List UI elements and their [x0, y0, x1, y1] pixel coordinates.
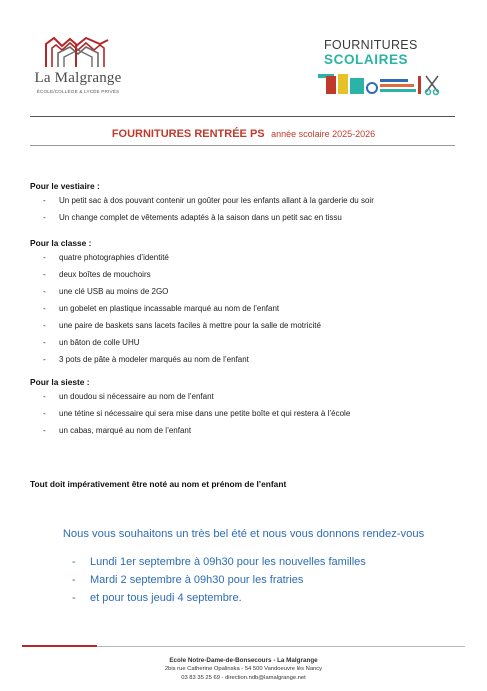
list-item [30, 392, 460, 402]
bullet-dash: - [72, 556, 76, 568]
malgrange-emblem-icon [44, 36, 110, 68]
item-text: un doudou si nécessaire au nom de l’enfant [59, 392, 214, 401]
section-sieste [30, 377, 460, 436]
supplies-banner [318, 38, 444, 98]
footer-rule [97, 646, 465, 647]
bullet-dash: - [43, 270, 46, 279]
list-item [30, 270, 460, 280]
list-item [30, 426, 460, 436]
bullet-dash: - [43, 355, 46, 364]
bullet-dash: - [43, 196, 46, 205]
item-list [30, 253, 460, 365]
bullet-dash: - [43, 287, 46, 296]
list-item [30, 213, 460, 223]
item-text: 3 pots de pâte à modeler marqués au nom de l’enfant [59, 355, 249, 364]
footer [0, 656, 487, 682]
section-vestiaire [30, 181, 460, 223]
item-text: Un petit sac à dos pouvant contenir un goûter pour les enfants allant à la garderie du soir [59, 196, 374, 205]
date-text: et pour tous jeudi 4 septembre. [90, 592, 242, 604]
item-text: un cabas, marqué au nom de l’enfant [59, 426, 192, 435]
date-item [72, 591, 366, 605]
section-title: Pour la classe : [30, 238, 92, 248]
school-name: La Malgrange [34, 70, 122, 86]
banner-line1: FOURNITURES [324, 38, 418, 52]
item-list [30, 196, 460, 223]
date-item [72, 573, 366, 587]
list-item [30, 355, 460, 365]
bullet-dash: - [43, 392, 46, 401]
title-main: FOURNITURES RENTRÉE PS [111, 128, 265, 140]
section-title: Pour le vestiaire : [30, 181, 100, 191]
bullet-dash: - [43, 304, 46, 313]
footer-address: 2bis rue Catherine Opalinska - 54 500 Vandoeuvre lès Nancy [164, 666, 323, 672]
banner-line2: SCOLAIRES [324, 52, 409, 67]
date-item [72, 555, 366, 569]
item-text: deux boîtes de mouchoirs [59, 270, 151, 279]
list-item [30, 196, 460, 206]
bullet-dash: - [43, 321, 46, 330]
bullet-dash: - [43, 338, 46, 347]
school-subtitle: ÉCOLE/COLLÈGE & LYCÉE PRIVÉS [36, 89, 120, 94]
title-bottom-rule [30, 145, 455, 146]
item-text: une paire de baskets sans lacets faciles à mettre pour la salle de motricité [59, 321, 321, 330]
list-item [30, 338, 460, 348]
item-text: une tétine si nécessaire qui sera mise dans une petite boîte et qui restera à l’école [59, 409, 351, 418]
item-text: un bâton de colle UHU [59, 338, 140, 347]
bullet-dash: - [72, 574, 76, 586]
section-classe [30, 238, 460, 365]
list-item [30, 409, 460, 419]
school-supplies-illustration-icon [318, 70, 444, 96]
title-top-rule [30, 116, 455, 117]
list-item [30, 253, 460, 263]
footer-school-name: Ecole Notre-Dame-de-Bonsecours - La Malgrange [169, 657, 318, 664]
list-item [30, 287, 460, 297]
list-item [30, 304, 460, 314]
date-text: Lundi 1er septembre à 09h30 pour les nouvelles familles [90, 556, 366, 568]
important-note: Tout doit impérativement être noté au nom et prénom de l’enfant [30, 479, 287, 489]
item-text: une clé USB au moins de 2GO [59, 287, 169, 296]
date-text: Mardi 2 septembre à 09h30 pour les fratries [90, 574, 304, 586]
bullet-dash: - [43, 426, 46, 435]
dates-list [72, 555, 366, 605]
bullet-dash: - [43, 213, 46, 222]
item-text: quatre photographies d’identité [59, 253, 169, 262]
document-title [0, 124, 487, 142]
section-title: Pour la sieste : [30, 377, 90, 387]
item-list [30, 392, 460, 436]
item-text: un gobelet en plastique incassable marqué au nom de l’enfant [59, 304, 280, 313]
list-item [30, 321, 460, 331]
greeting-text: Nous vous souhaitons un très bel été et nous vous donnons rendez-vous [62, 528, 425, 540]
bullet-dash: - [43, 253, 46, 262]
footer-accent-rule [22, 645, 97, 647]
title-year: année scolaire 2025-2026 [271, 129, 376, 139]
footer-contact: 03 83 35 25 69 - direction.ndb@lamalgrange.net [181, 674, 306, 681]
item-text: Un change complet de vêtements adaptés à la saison dans un petit sac en tissu [59, 213, 342, 222]
bullet-dash: - [72, 592, 76, 604]
school-logo [30, 36, 126, 100]
bullet-dash: - [43, 409, 46, 418]
